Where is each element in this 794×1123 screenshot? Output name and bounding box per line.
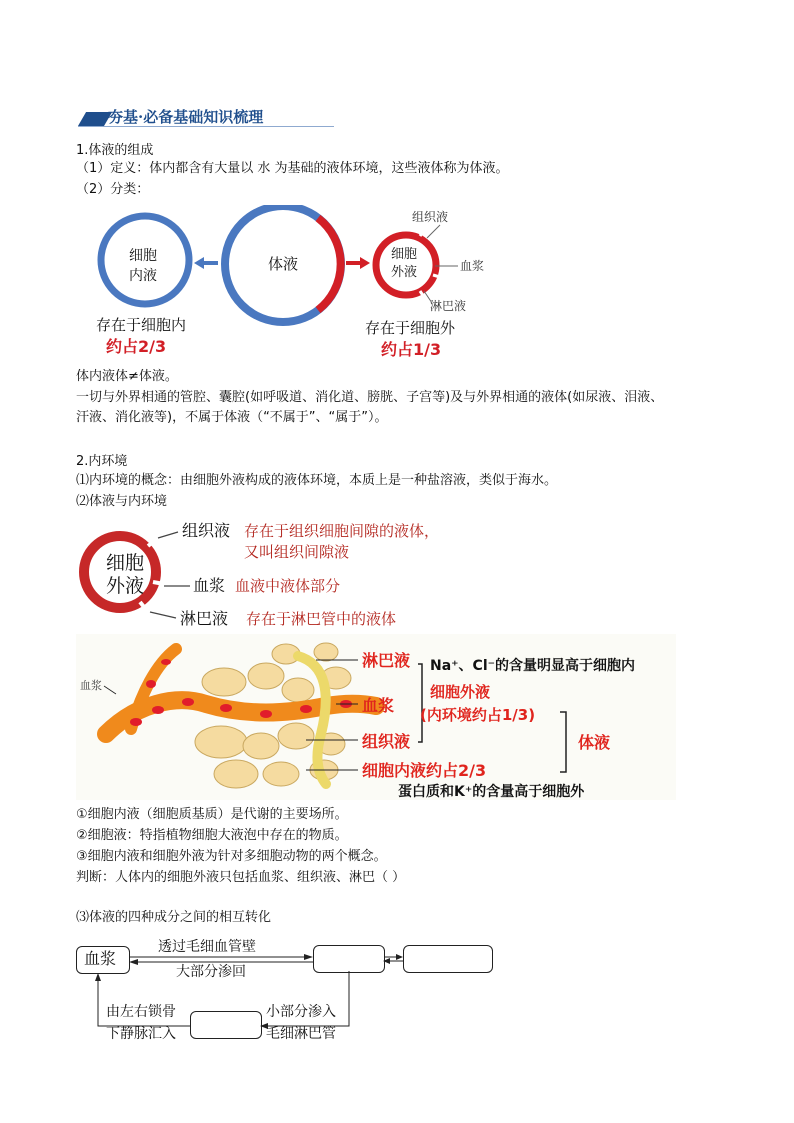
section1-title: 1.体液的组成 [76,143,154,158]
left-arrowhead [194,257,204,269]
right-arrowhead [360,257,370,269]
judgement-question: 判断：人体内的细胞外液只包括血浆、组织液、淋巴（ ） [76,870,406,885]
conversion-title: ⑶体液的四种成分之间的相互转化 [76,910,272,925]
note-multicellular: ③细胞内液和细胞外液为针对多细胞动物的两个概念。 [76,849,387,864]
note-body-fluid: 体内液体≠体液。 [76,369,178,384]
internal-env-definition: ⑴内环境的概念：由细胞外液构成的液体环境，本质上是一种盐溶液，类似于海水。 [76,473,558,488]
fig3-plasma: 血浆 [362,696,395,715]
fig3-tissue: 组织液 [362,732,411,751]
flow-right-label-1: 小部分渗入 [266,1004,336,1020]
extracellular-label-1: 细胞 [391,247,418,262]
fig3-body-fluid: 体液 [578,733,611,752]
plasma-term: 血浆 [193,576,226,595]
note-intracellular: ①细胞内液（细胞质基质）是代谢的主要场所。 [76,807,348,822]
note-external-fluids-2: 汗液、消化液等)，不属于体液（“不属于”、“属于”）。 [76,410,388,425]
vessel-plasma-label: 血浆 [80,679,102,692]
fig3-lymph: 淋巴液 [362,651,411,670]
extracellular-ratio: 约占1/3 [381,340,442,359]
plasma-desc: 血液中液体部分 [235,577,341,595]
tissue-fluid-desc-1: 存在于组织细胞间隙的液体， [244,522,440,540]
tissue-fluid-label: 组织液 [412,210,449,224]
ring-label-2: 外液 [106,575,145,597]
section1-classification: （2）分类： [76,182,150,197]
note-cell-sap: ②细胞液：特指植物细胞大液泡中存在的物质。 [76,828,348,843]
body-fluid-label: 体液 [268,255,299,273]
intracellular-caption: 存在于细胞内 [96,316,187,334]
lymph-term: 淋巴液 [180,609,229,628]
intracellular-label-2: 内液 [129,268,157,284]
fig3-intracellular: 细胞内液约占2/3 [362,761,487,780]
lymph-label: 淋巴液 [430,299,467,313]
fig3-internal-env-ratio: (内环境约占1/3) [420,706,536,724]
flow-bottom-label: 大部分渗回 [176,964,246,980]
header-accent-bar [78,112,112,126]
header-underline [78,126,334,127]
section1-definition: （1）定义：体内都含有大量以 水 为基础的液体环境，这些液体称为体液。 [76,161,509,176]
plasma-label: 血浆 [460,259,485,273]
ring-label-1: 细胞 [106,552,145,574]
flow-left-label-1: 由左右锁骨 [106,1004,176,1020]
fig3-ion-note [430,656,635,676]
lymph-desc: 存在于淋巴管中的液体 [246,610,397,628]
extracellular-label-2: 外液 [391,265,418,280]
note-external-fluids-1: 一切与外界相通的管腔、囊腔(如呼吸道、消化道、膀胱、子宫等)及与外界相通的液体(如尿液、泪液、 [76,390,664,405]
flow-top-label: 透过毛细血管壁 [158,939,256,955]
plasma-box-label: 血浆 [84,949,117,968]
tissue-fluid-desc-2: 又叫组织间隙液 [244,543,350,561]
body-fluid-internal-env: ⑵体液与内环境 [76,494,168,509]
extracellular-caption: 存在于细胞外 [365,319,456,337]
fig3-extracellular: 细胞外液 [430,683,491,701]
intracellular-ratio: 约占2/3 [106,337,167,356]
section2-title: 2.内环境 [76,454,128,469]
fig3-protein-note: 蛋白质和K⁺的含量高于细胞外 [398,784,585,800]
tissue-fluid-term: 组织液 [182,521,231,540]
section-header-title: 夯基·必备基础知识梳理 [108,108,264,126]
flow-left-label-2: 下静脉汇入 [106,1026,176,1042]
intracellular-label-1: 细胞 [129,248,157,264]
fig3-ion-note-text: Na⁺、Cl⁻的含量明显高于细胞内 [430,658,636,674]
flow-right-label-2: 毛细淋巴管 [266,1026,336,1042]
